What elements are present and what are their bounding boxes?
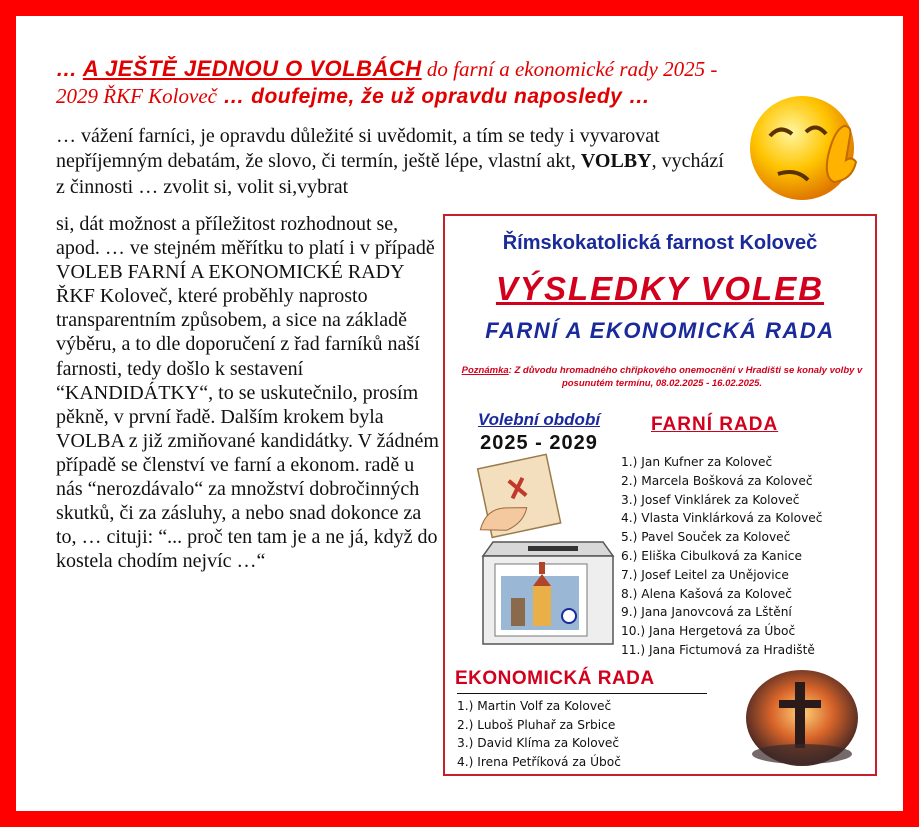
- list-item: 9.) Jana Janovcová za Lštění: [621, 605, 792, 620]
- body-continued: si, dát možnost a příležitost rozhodnout se, apod. … ve stejném měřítku to platí i v případě VOLEB FARNÍ A EKONOMICKÉ RADY ŘKF Koloveč, které proběhly naprosto transparentním způsobem, a sice na základě výběru, a to dle doporučení z řad farníků naší farnosti, tedy došlo k sestavení “KANDIDÁTKY“, to se uskutečnilo, prosím pěkně, v první řadě. Dalším krokem byla VOLBA z již zmiňované kandidátky. V žádném případě se členství ve farní a ekonom. radě u nás “nerozdávalo“ za množství dobročinných skutků, či za zásluhy, a nebo snad dokonce za to, … cituji: “... proč ten tam je a ne já, když do kostela chodím nejvíc …“: [56, 213, 439, 573]
- list-item: 1.) Martin Volf za Koloveč: [457, 699, 612, 713]
- list-item: 2.) Luboš Pluhař za Srbice: [457, 717, 616, 732]
- results-subtitle: FARNÍ A EKONOMICKÁ RADA: [485, 318, 835, 343]
- postponement-note: [457, 364, 867, 390]
- list-item: 10.) Jana Hergetová za Úboč: [621, 624, 796, 639]
- parish-name: Římskokatolická farnost Koloveč: [502, 232, 818, 254]
- election-results-card: [443, 214, 877, 776]
- list-item: 2.) Marcela Bošková za Koloveč: [621, 473, 813, 488]
- list-item: 4.) Vlasta Vinklárková za Koloveč: [621, 511, 823, 526]
- ekonomicka-rada-list: [457, 693, 707, 771]
- election-period: [459, 410, 619, 455]
- results-title: VÝSLEDKY VOLEB: [495, 270, 825, 307]
- ekonomicka-rada-heading: EKONOMICKÁ RADA: [455, 668, 655, 689]
- smiley-icon: [744, 86, 868, 210]
- period-years: 2025 - 2029: [480, 432, 598, 454]
- list-item: 3.) Josef Vinklárek za Koloveč: [621, 492, 800, 507]
- intro-text-a: … vážení farníci, je opravdu důležité si uvědomit, a tím se tedy i vyvarovat nepříjemným debatám, že slovo, či termín, ještě lépe, vlastní akt,: [56, 125, 660, 173]
- list-item: 7.) Josef Leitel za Unějovice: [621, 567, 789, 582]
- list-item: 5.) Pavel Souček za Koloveč: [621, 530, 791, 545]
- note-text: : Z důvodu hromadného chřipkového onemocnění v Hradišti se konaly volby v posunutém termínu, 08.02.2025 - 16.02.2025.: [508, 365, 863, 389]
- list-item: 6.) Eliška Cibulková za Kanice: [621, 548, 802, 563]
- headline-tail: … doufejme, že už opravdu naposledy …: [216, 85, 651, 108]
- intro-text-b: , vychází z činnosti … zvolit si, volit si,vybrat: [56, 150, 724, 198]
- headline-rest1: do farní a ekonomické rady 2025 -: [421, 57, 718, 81]
- list-item: 3.) David Klíma za Koloveč: [457, 736, 620, 750]
- headline-rest2: 2029 ŘKF Koloveč: [56, 84, 217, 108]
- headline: [56, 56, 756, 110]
- intro-bold: VOLBY: [580, 150, 652, 173]
- period-label: Volební období: [477, 410, 601, 429]
- list-item: 1.) Jan Kufner za Koloveč: [621, 455, 773, 469]
- list-item: 11.) Jana Fictumová za Hradiště: [621, 642, 815, 657]
- intro-paragraph: [56, 124, 736, 200]
- cross-globe-icon: [743, 668, 861, 768]
- farni-rada-heading: FARNÍ RADA: [651, 414, 779, 435]
- farni-rada-list: [621, 453, 823, 660]
- list-item: 8.) Alena Kašová za Koloveč: [621, 586, 792, 601]
- headline-lead: …: [56, 58, 83, 81]
- ballot-box-icon: [453, 450, 623, 650]
- headline-caps: A JEŠTĚ JEDNOU O VOLBÁCH: [82, 56, 422, 81]
- list-item: 4.) Irena Petříková za Úboč: [457, 754, 621, 769]
- note-label: Poznámka: [461, 365, 509, 376]
